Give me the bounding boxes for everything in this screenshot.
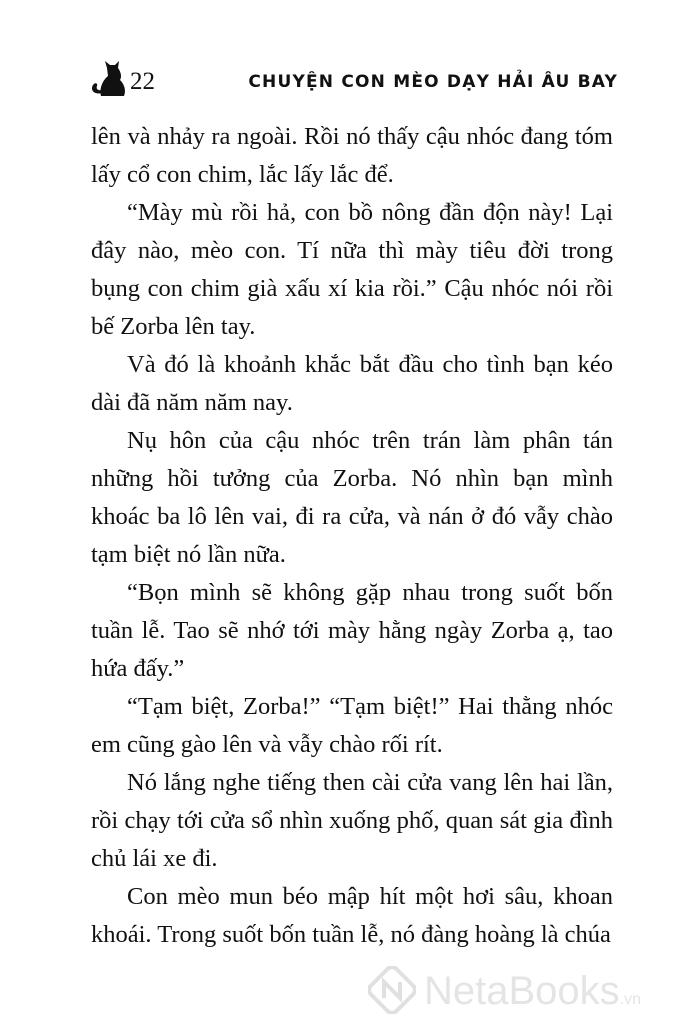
paragraph: Nó lắng nghe tiếng then cài cửa vang lên hai lần, rồi chạy tới cửa sổ nhìn xuống phố, quan sát gia đình chủ lái xe đi. bbox=[91, 769, 613, 872]
netabooks-logo-icon bbox=[368, 966, 416, 1014]
paragraph: Và đó là khoảnh khắc bắt đầu cho tình bạn kéo dài đã năm năm nay. bbox=[91, 351, 613, 416]
paragraph: Nụ hôn của cậu nhóc trên trán làm phân tán những hồi tưởng của Zorba. Nó nhìn bạn mình khoác ba lô lên vai, đi ra cửa, và nán ở đó vẫy chào tạm biệt nó lần nữa. bbox=[91, 427, 613, 568]
paragraph: Con mèo mun béo mập hít một hơi sâu, khoan khoái. Trong suốt bốn tuần lễ, nó đàng hoàng là chúa bbox=[91, 883, 613, 948]
page-header bbox=[88, 58, 618, 98]
paragraph: “Tạm biệt, Zorba!” “Tạm biệt!” Hai thằng nhóc em cũng gào lên và vẫy chào rối rít. bbox=[91, 693, 613, 758]
body-text bbox=[91, 118, 613, 954]
watermark-text: NetaBooks.vn bbox=[424, 969, 642, 1013]
page-number: 22 bbox=[130, 68, 155, 95]
running-title: CHUYỆN CON MÈO DẠY HẢI ÂU BAY bbox=[248, 72, 618, 92]
paragraph: “Bọn mình sẽ không gặp nhau trong suốt bốn tuần lễ. Tao sẽ nhớ tới mày hằng ngày Zorba ạ, tao hứa đấy.” bbox=[91, 579, 613, 682]
watermark bbox=[368, 962, 688, 1022]
paragraph: lên và nhảy ra ngoài. Rồi nó thấy cậu nhóc đang tóm lấy cổ con chim, lắc lấy lắc để. bbox=[91, 123, 613, 188]
paragraph: “Mày mù rồi hả, con bồ nông đần độn này! Lại đây nào, mèo con. Tí nữa thì mày tiêu đời trong bụng con chim già xấu xí kia rồi.” Cậu nhóc nói rồi bế Zorba lên tay. bbox=[91, 199, 613, 340]
black-cat-icon bbox=[88, 60, 132, 98]
